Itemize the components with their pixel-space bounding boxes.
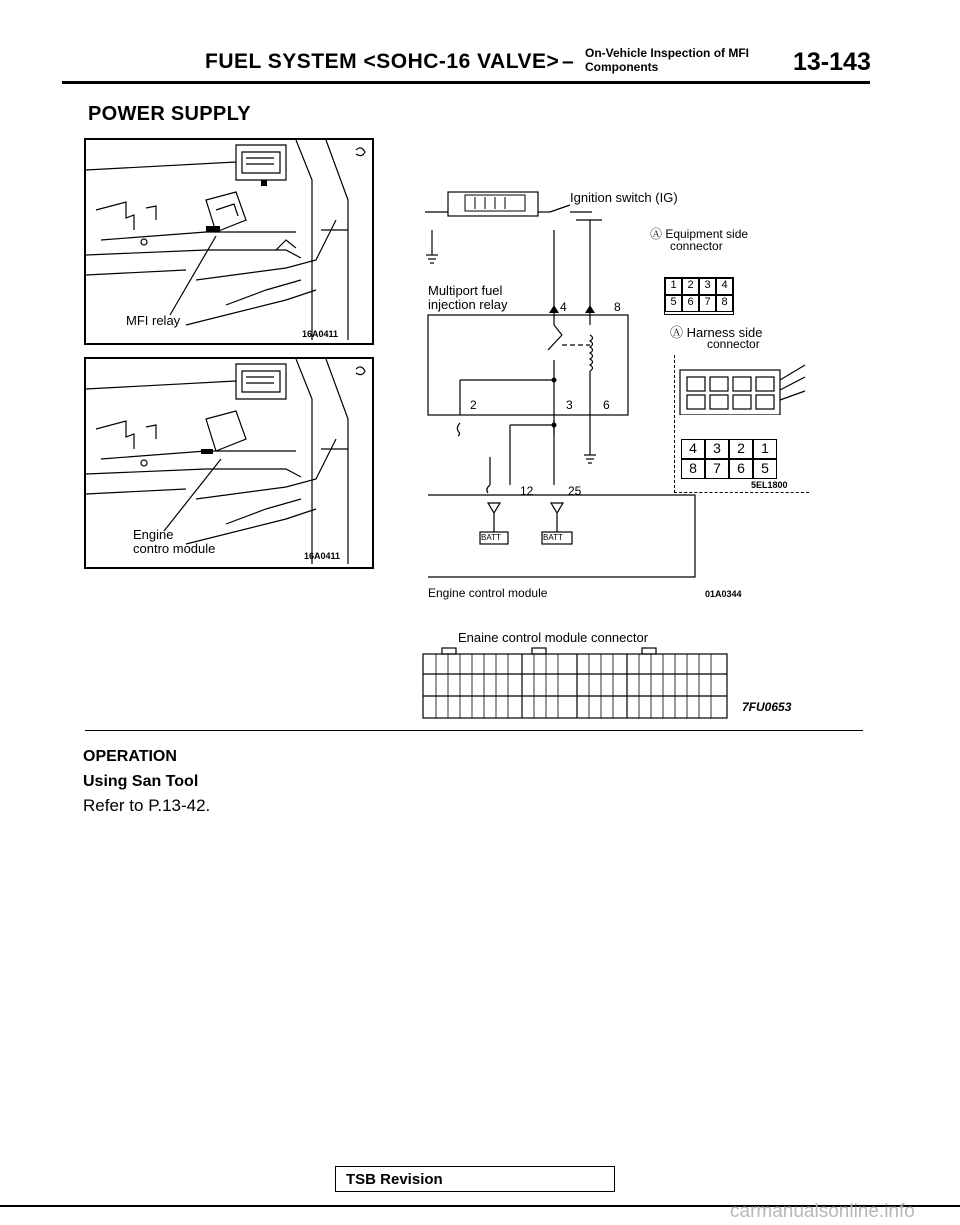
header-dash: – bbox=[562, 50, 574, 73]
operation-subtitle: Using San Tool bbox=[83, 773, 199, 790]
batt-label-2: BATT bbox=[543, 533, 563, 542]
pin-6-label: 6 bbox=[603, 398, 610, 412]
ignition-switch-label: Ignition switch (IG) bbox=[570, 190, 678, 205]
ecm-connector-label: Enaine control module connector bbox=[458, 630, 649, 645]
watermark: carmanualsonline.info bbox=[730, 1201, 915, 1222]
equipment-pin: 8 bbox=[716, 295, 733, 312]
engine-control-module-photo bbox=[84, 357, 374, 569]
harness-pin: 3 bbox=[705, 439, 729, 459]
relay-label-2: injection relay bbox=[428, 297, 508, 312]
harness-pin: 2 bbox=[729, 439, 753, 459]
harness-pin-row-top bbox=[681, 439, 777, 459]
ecm-circuit-label: Engine control module bbox=[428, 586, 548, 600]
batt-label-1: BATT bbox=[481, 533, 501, 542]
pin-3-label: 3 bbox=[566, 398, 573, 412]
harness-side-connector-panel bbox=[674, 355, 809, 493]
content-separator bbox=[85, 730, 863, 731]
page-header-title: FUEL SYSTEM <SOHC-16 VALVE> bbox=[205, 50, 560, 73]
ecm-connector-pinout bbox=[422, 646, 730, 720]
header-subtitle-line1: On-Vehicle Inspection of MFI bbox=[585, 46, 750, 60]
harness-pin: 7 bbox=[705, 459, 729, 479]
mfi-relay-photo bbox=[84, 138, 374, 345]
harness-connector-drawing bbox=[675, 355, 809, 415]
mfi-relay-figure-code: 16A0411 bbox=[302, 329, 339, 339]
operation-title: OPERATION bbox=[83, 748, 177, 765]
pin-4-label: 4 bbox=[560, 300, 567, 314]
equipment-side-connector bbox=[664, 277, 734, 315]
ecm-connector-figure-code: 7FU0653 bbox=[742, 700, 792, 714]
circuit-figure-code: 01A0344 bbox=[705, 589, 742, 599]
ecm-caption-line2: contro module bbox=[133, 541, 216, 556]
equipment-pin: 4 bbox=[716, 278, 733, 295]
equipment-pin: 5 bbox=[665, 295, 682, 312]
harness-side-label-1: Ⓐ Harness side bbox=[670, 325, 763, 340]
section-title: POWER SUPPLY bbox=[88, 103, 251, 125]
harness-pin: 6 bbox=[729, 459, 753, 479]
equipment-connector-row-top bbox=[665, 278, 733, 295]
equipment-pin: 2 bbox=[682, 278, 699, 295]
harness-figure-code: 5EL1800 bbox=[751, 480, 788, 490]
harness-pin: 4 bbox=[681, 439, 705, 459]
header-subtitle-line2: Components bbox=[585, 60, 659, 74]
mfi-relay-caption: MFI relay bbox=[126, 313, 181, 328]
harness-pin: 1 bbox=[753, 439, 777, 459]
harness-side-label-2: connector bbox=[707, 337, 760, 351]
equipment-side-label-2: connector bbox=[670, 239, 723, 253]
equipment-pin: 7 bbox=[699, 295, 716, 312]
ecm-caption-line1: Engine bbox=[133, 527, 174, 542]
equipment-connector-row-bottom bbox=[665, 295, 733, 312]
page-number: 13-143 bbox=[793, 48, 871, 76]
pin-8-label: 8 bbox=[614, 300, 621, 314]
equipment-pin: 3 bbox=[699, 278, 716, 295]
harness-pin: 5 bbox=[753, 459, 777, 479]
equipment-pin: 6 bbox=[682, 295, 699, 312]
harness-pin-row-bottom bbox=[681, 459, 777, 479]
harness-pin: 8 bbox=[681, 459, 705, 479]
header-rule bbox=[62, 81, 870, 84]
ecm-figure-code: 16A0411 bbox=[304, 551, 341, 561]
operation-reference: Refer to P.13-42. bbox=[83, 796, 211, 815]
equipment-side-label-1: Ⓐ Equipment side bbox=[650, 227, 749, 241]
tsb-revision-box bbox=[335, 1166, 615, 1192]
equipment-pin: 1 bbox=[665, 278, 682, 295]
ecm-illustration bbox=[86, 359, 372, 567]
power-supply-circuit-diagram bbox=[420, 185, 710, 585]
tsb-revision-label: TSB Revision bbox=[346, 1171, 443, 1188]
pin-25-label: 25 bbox=[568, 484, 582, 498]
pin-12-label: 12 bbox=[520, 484, 534, 498]
pin-2-label: 2 bbox=[470, 398, 477, 412]
relay-label-1: Multiport fuel bbox=[428, 283, 503, 298]
